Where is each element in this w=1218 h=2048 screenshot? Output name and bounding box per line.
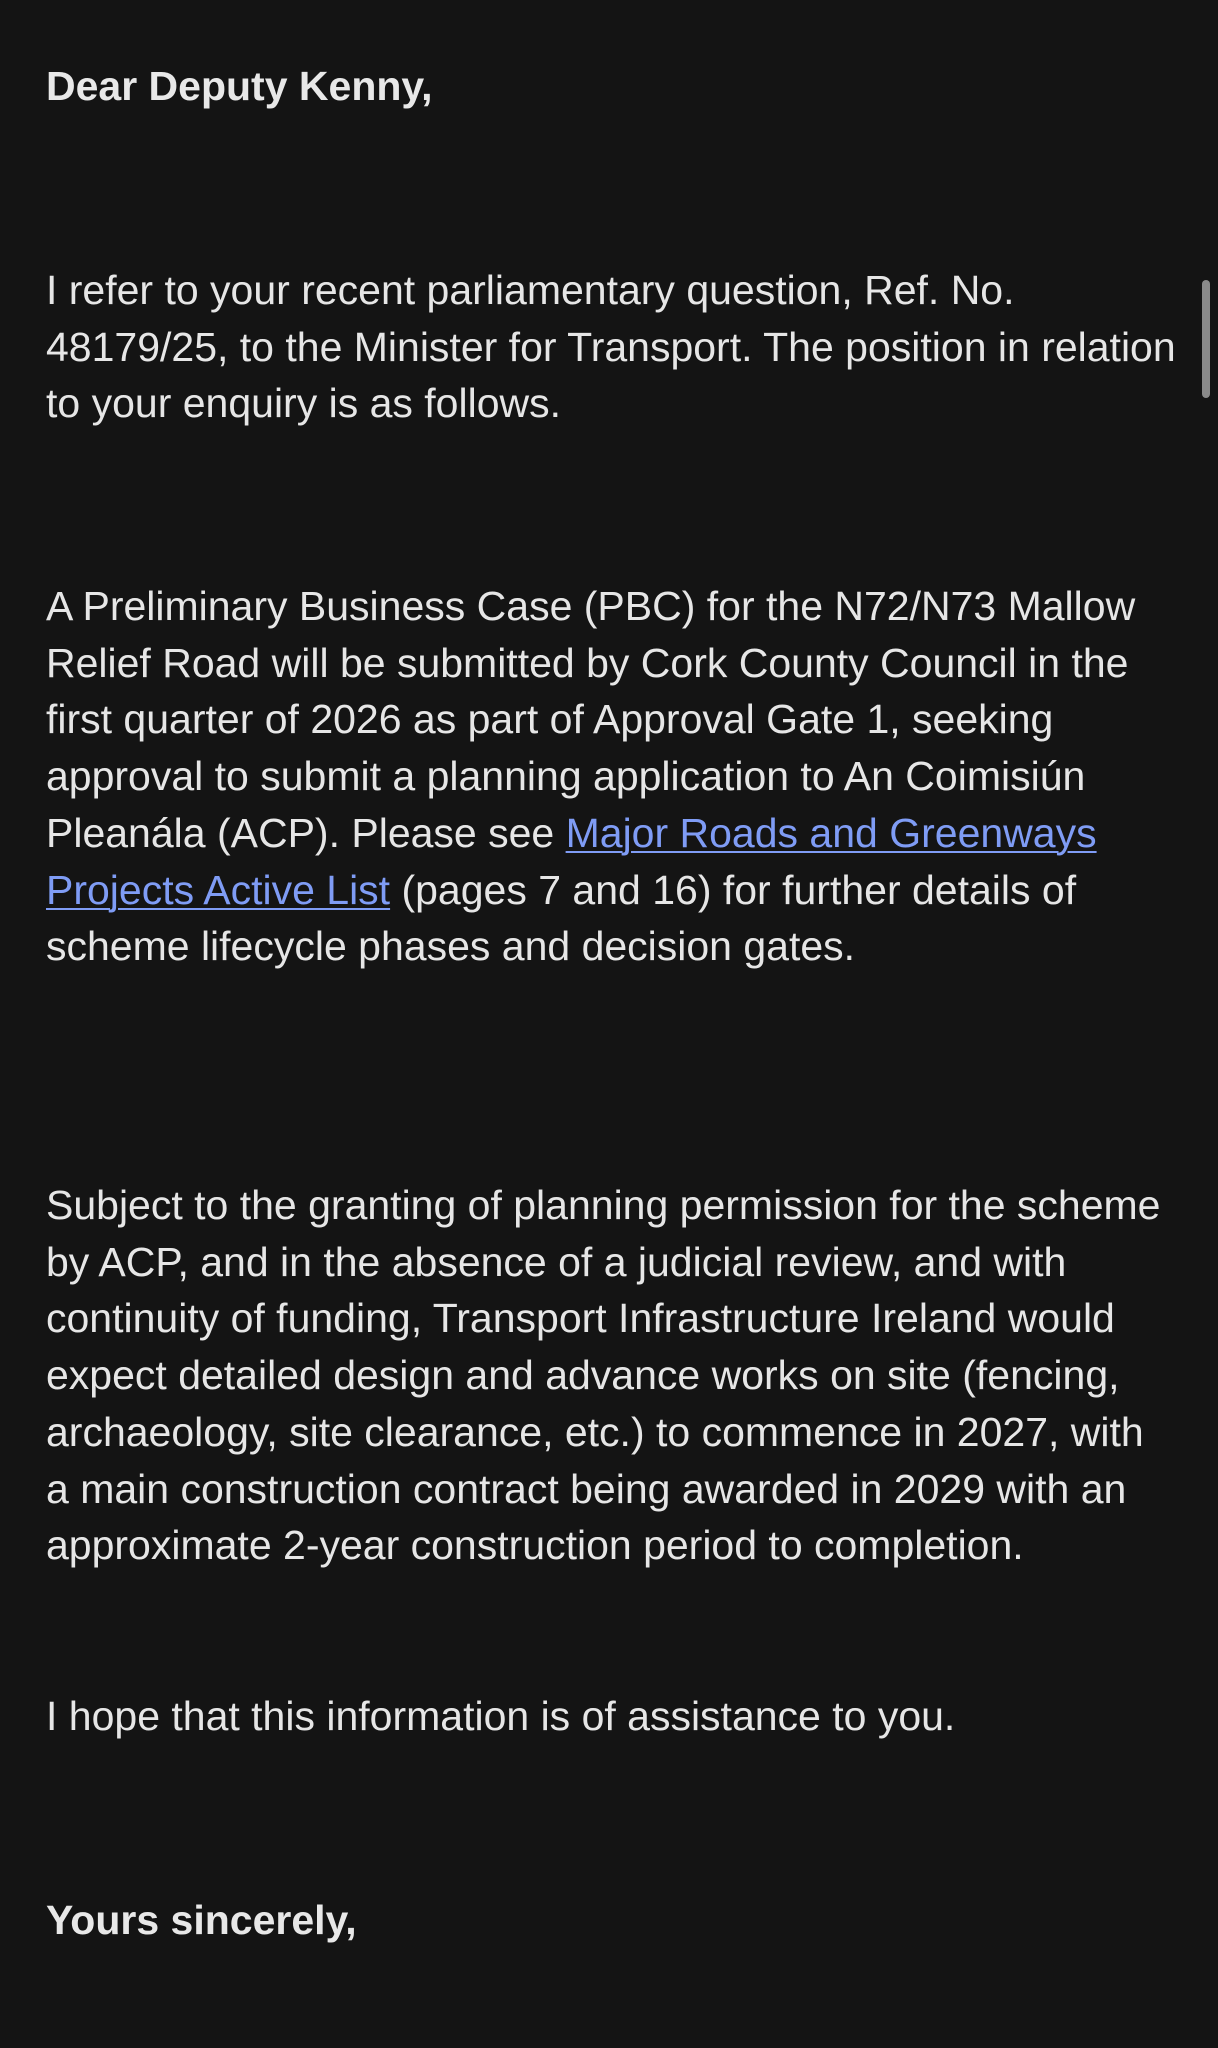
paragraph-business-case-text-end: (pages 7 and 16) for further details of scheme lifecycle phases and decision gates. [46, 866, 1077, 970]
paragraph-closing: I hope that this information is of assistance to you. [46, 1693, 956, 1739]
paragraph-business-case-text: A Preliminary Business Case (PBC) for the N72/N73 Mallow Relief Road will be submitted by Cork County Council in the first quarter of 2026 as part of Approval Gate 1, seeking approval to submit a planning application to An Coimisiún Pleanála (ACP). Please see [46, 583, 1136, 856]
scrollbar-thumb[interactable] [1202, 280, 1210, 398]
major-roads-projects-list-link[interactable]: Major Roads and Greenways Projects Active List [46, 809, 1097, 913]
letter-signoff: Yours sincerely, [46, 1897, 357, 1943]
paragraph-timeline: Subject to the granting of planning permission for the scheme by ACP, and in the absence of a judicial review, and with continuity of funding, Transport Infrastructure Ireland would expect detailed design and advance works on site (fencing, archaeology, site clearance, etc.) to commence in 2027, with a main construction contract being awarded in 2029 with an approximate 2-year construction period to completion. [46, 1182, 1161, 1569]
paragraph-pq-reference: I refer to your recent parliamentary question, Ref. No. 48179/25, to the Minister for Transport. The position in relation to your enquiry is as follows. [46, 267, 1176, 427]
letter-greeting: Dear Deputy Kenny, [46, 63, 433, 109]
paragraph-business-case [46, 578, 1176, 975]
